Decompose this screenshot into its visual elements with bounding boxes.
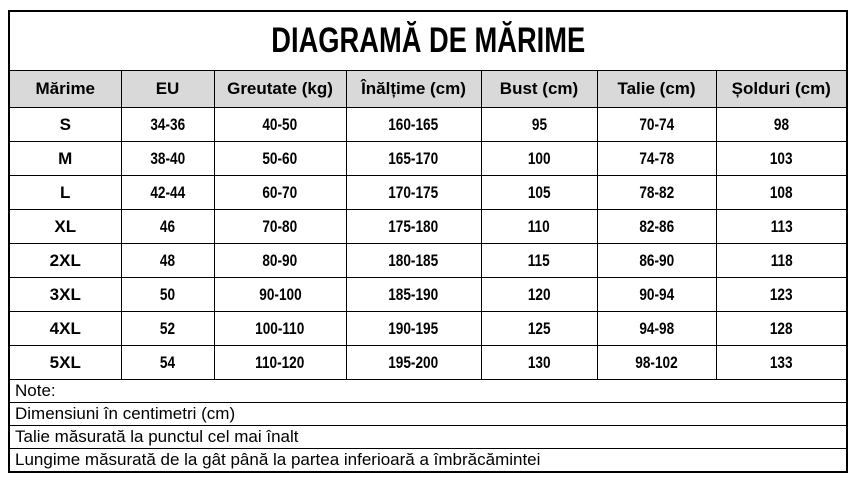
size-value: S bbox=[59, 114, 71, 134]
cell-size bbox=[9, 142, 121, 176]
size-row-l bbox=[9, 176, 847, 210]
cell-weight bbox=[214, 346, 346, 380]
size-row-xl bbox=[9, 210, 847, 244]
cell-eu bbox=[121, 244, 214, 278]
size-row-m bbox=[9, 142, 847, 176]
cell-bust bbox=[481, 210, 597, 244]
bust-value: 100 bbox=[527, 148, 551, 168]
column-header-waist: Talie (cm) bbox=[597, 71, 716, 108]
waist-value: 70-74 bbox=[639, 114, 674, 134]
size-chart-table bbox=[8, 10, 848, 473]
cell-eu bbox=[121, 176, 214, 210]
column-header-hips: Șolduri (cm) bbox=[716, 71, 847, 108]
column-header-bust: Bust (cm) bbox=[481, 71, 597, 108]
hips-value: 128 bbox=[769, 318, 793, 338]
weight-value: 60-70 bbox=[262, 182, 298, 202]
size-value: L bbox=[60, 182, 71, 202]
height-value: 170-175 bbox=[388, 182, 439, 202]
weight-value: 100-110 bbox=[255, 318, 305, 338]
cell-size bbox=[9, 108, 121, 142]
waist-value: 86-90 bbox=[639, 250, 674, 270]
cell-height bbox=[346, 244, 481, 278]
size-value: 5XL bbox=[49, 352, 81, 372]
height-value: 190-195 bbox=[388, 318, 439, 338]
size-row-2xl bbox=[9, 244, 847, 278]
bust-value: 95 bbox=[531, 114, 547, 134]
column-header-height: Înălțime (cm) bbox=[346, 71, 481, 108]
eu-value: 42-44 bbox=[150, 182, 185, 202]
hips-value: 118 bbox=[770, 250, 793, 270]
cell-eu bbox=[121, 346, 214, 380]
cell-bust bbox=[481, 142, 597, 176]
eu-value: 48 bbox=[159, 250, 176, 270]
cell-hips bbox=[716, 278, 847, 312]
waist-value: 78-82 bbox=[639, 182, 674, 202]
weight-value: 70-80 bbox=[262, 216, 298, 236]
cell-size bbox=[9, 346, 121, 380]
cell-weight bbox=[214, 210, 346, 244]
note-row-waist bbox=[9, 426, 847, 449]
note-text: Note: bbox=[9, 380, 847, 403]
weight-value: 80-90 bbox=[262, 250, 298, 270]
bust-value: 110 bbox=[528, 216, 550, 236]
cell-hips bbox=[716, 108, 847, 142]
title-row bbox=[9, 11, 847, 71]
cell-height bbox=[346, 346, 481, 380]
hips-value: 98 bbox=[773, 114, 789, 134]
waist-value: 98-102 bbox=[635, 352, 678, 372]
cell-eu bbox=[121, 142, 214, 176]
note-text: Talie măsurată la punctul cel mai înalt bbox=[9, 426, 847, 449]
bust-value: 115 bbox=[528, 250, 550, 270]
waist-value: 90-94 bbox=[639, 284, 674, 304]
cell-eu bbox=[121, 278, 214, 312]
note-text: Lungime măsurată de la gât până la partea inferioară a îmbrăcămintei bbox=[9, 449, 847, 473]
height-value: 180-185 bbox=[388, 250, 439, 270]
cell-weight bbox=[214, 244, 346, 278]
eu-value: 52 bbox=[159, 318, 176, 338]
weight-value: 90-100 bbox=[258, 284, 302, 304]
cell-weight bbox=[214, 278, 346, 312]
size-value: M bbox=[58, 148, 73, 168]
cell-size bbox=[9, 176, 121, 210]
cell-bust bbox=[481, 176, 597, 210]
cell-hips bbox=[716, 142, 847, 176]
height-value: 175-180 bbox=[388, 216, 439, 236]
cell-height bbox=[346, 278, 481, 312]
cell-eu bbox=[121, 108, 214, 142]
cell-size bbox=[9, 244, 121, 278]
size-row-5xl bbox=[9, 346, 847, 380]
cell-size bbox=[9, 278, 121, 312]
cell-waist bbox=[597, 346, 716, 380]
cell-waist bbox=[597, 210, 716, 244]
cell-hips bbox=[716, 176, 847, 210]
hips-value: 108 bbox=[769, 182, 793, 202]
cell-height bbox=[346, 176, 481, 210]
waist-value: 82-86 bbox=[639, 216, 674, 236]
size-value: 3XL bbox=[49, 284, 81, 304]
eu-value: 38-40 bbox=[150, 148, 185, 168]
cell-waist bbox=[597, 176, 716, 210]
cell-eu bbox=[121, 210, 214, 244]
cell-bust bbox=[481, 278, 597, 312]
waist-value: 94-98 bbox=[639, 318, 674, 338]
hips-value: 113 bbox=[770, 216, 793, 236]
bust-value: 105 bbox=[527, 182, 551, 202]
header-row bbox=[9, 71, 847, 108]
cell-height bbox=[346, 108, 481, 142]
cell-waist bbox=[597, 244, 716, 278]
cell-waist bbox=[597, 312, 716, 346]
bust-value: 120 bbox=[527, 284, 551, 304]
weight-value: 110-120 bbox=[255, 352, 305, 372]
size-value: 2XL bbox=[49, 250, 81, 270]
size-value: 4XL bbox=[49, 318, 81, 338]
column-header-eu: EU bbox=[121, 71, 214, 108]
weight-value: 50-60 bbox=[262, 148, 298, 168]
size-row-3xl bbox=[9, 278, 847, 312]
cell-hips bbox=[716, 244, 847, 278]
cell-waist bbox=[597, 278, 716, 312]
title-cell bbox=[9, 11, 847, 71]
cell-waist bbox=[597, 108, 716, 142]
cell-weight bbox=[214, 142, 346, 176]
cell-height bbox=[346, 210, 481, 244]
size-value: XL bbox=[54, 216, 77, 236]
cell-bust bbox=[481, 108, 597, 142]
cell-hips bbox=[716, 346, 847, 380]
note-row-units bbox=[9, 403, 847, 426]
size-row-4xl bbox=[9, 312, 847, 346]
column-header-size: Mărime bbox=[9, 71, 121, 108]
height-value: 195-200 bbox=[388, 352, 439, 372]
eu-value: 50 bbox=[159, 284, 176, 304]
bust-value: 130 bbox=[527, 352, 551, 372]
cell-height bbox=[346, 312, 481, 346]
eu-value: 54 bbox=[159, 352, 176, 372]
height-value: 165-170 bbox=[388, 148, 439, 168]
hips-value: 133 bbox=[769, 352, 793, 372]
note-row-label bbox=[9, 380, 847, 403]
cell-weight bbox=[214, 312, 346, 346]
cell-waist bbox=[597, 142, 716, 176]
cell-weight bbox=[214, 176, 346, 210]
hips-value: 123 bbox=[769, 284, 793, 304]
eu-value: 46 bbox=[159, 216, 176, 236]
cell-hips bbox=[716, 312, 847, 346]
height-value: 160-165 bbox=[388, 114, 439, 134]
cell-bust bbox=[481, 346, 597, 380]
cell-bust bbox=[481, 312, 597, 346]
cell-size bbox=[9, 312, 121, 346]
cell-bust bbox=[481, 244, 597, 278]
cell-eu bbox=[121, 312, 214, 346]
cell-weight bbox=[214, 108, 346, 142]
bust-value: 125 bbox=[527, 318, 551, 338]
note-text: Dimensiuni în centimetri (cm) bbox=[9, 403, 847, 426]
size-row-s bbox=[9, 108, 847, 142]
cell-height bbox=[346, 142, 481, 176]
cell-size bbox=[9, 210, 121, 244]
note-row-length bbox=[9, 449, 847, 473]
page-title: DIAGRAMĂ DE MĂRIME bbox=[271, 21, 585, 60]
eu-value: 34-36 bbox=[150, 114, 185, 134]
hips-value: 103 bbox=[769, 148, 793, 168]
height-value: 185-190 bbox=[388, 284, 439, 304]
cell-hips bbox=[716, 210, 847, 244]
waist-value: 74-78 bbox=[639, 148, 674, 168]
weight-value: 40-50 bbox=[262, 114, 298, 134]
column-header-weight: Greutate (kg) bbox=[214, 71, 346, 108]
